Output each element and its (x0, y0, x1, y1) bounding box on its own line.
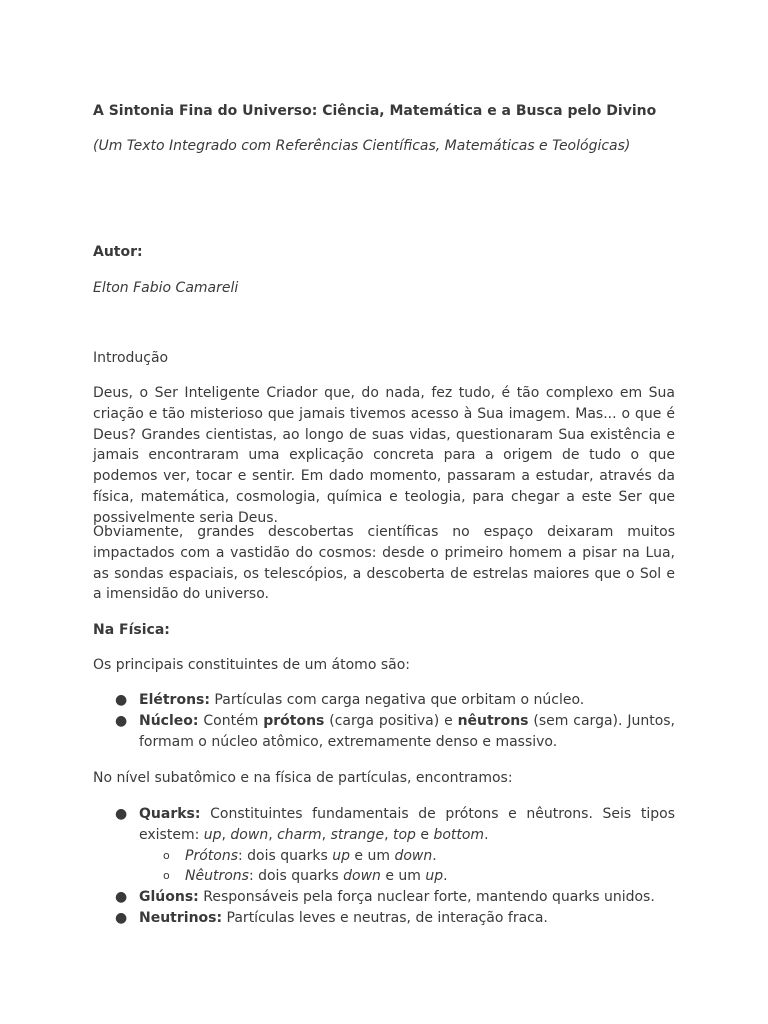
term-protons-italic: Prótons (185, 847, 238, 864)
quark-top: top (392, 826, 416, 843)
gluons-text: Responsáveis pela força nuclear forte, mantendo quarks unidos. (198, 889, 655, 906)
subatomic-lead-text: No nível subatômico e na física de partículas, encontramos: (93, 770, 513, 786)
term-quarks: Quarks: (139, 806, 201, 822)
neutrons-composition: e um (380, 868, 426, 885)
quark-bottom: bottom (433, 826, 485, 843)
intro-paragraph-1: Deus, o Ser Inteligente Criador que, do nada, fez tudo, é tão complexo em Sua criação e tão misterioso que jamais tivemos acesso à Sua imagem. Mas... o que é Deus? Grandes cientistas, ao longo de suas vidas, questionaram Sua existência e jamais encontraram uma explicação concreta para a origem de tudo o que podemos ver, tocar e sentir. Em dado momento, passaram a estudar, através da física, matemática, cosmologia, química e teologia, para chegar a este Ser que possivelmente seria Deus. (93, 385, 675, 526)
list-item: o Nêutrons: dois quarks down e um up. (139, 866, 675, 887)
document-title: A Sintonia Fina do Universo: Ciência, Matemática e a Busca pelo Divino (93, 103, 657, 119)
circle-bullet-icon: o (163, 848, 170, 862)
author-name: Elton Fabio Camareli (93, 280, 239, 296)
atom-lead-text: Os principais constituintes de um átomo são: (93, 657, 410, 673)
list-item (93, 908, 675, 929)
term-nucleus: Núcleo: (139, 712, 199, 729)
term-neutrinos: Neutrinos: (139, 909, 223, 926)
list-item (93, 690, 675, 711)
subatomic-list (93, 804, 675, 929)
term-neutrons: nêutrons (457, 712, 529, 729)
protons-composition: : dois quarks (238, 847, 333, 864)
term-neutrons-italic: Nêutrons (185, 868, 249, 885)
bullet-icon: ● (115, 806, 128, 822)
intro-paragraph-2: Obviamente, grandes descobertas científicas no espaço deixaram muitos impactados com a vastidão do cosmos: desde o primeiro homem a pisar na Lua, as sondas espaciais, os telescópios, a descoberta de estrelas maiores que o Sol e a imensidão do universo. (93, 524, 675, 603)
physics-heading: Na Física: (93, 622, 170, 638)
quarks-text: Constituintes fundamentais de prótons e nêutrons. Seis tipos existem: (139, 806, 675, 843)
nucleus-text: (carga positiva) e (324, 712, 458, 729)
nucleus-text: (sem carga). Juntos, formam o núcleo atômico, extremamente denso e massivo. (139, 712, 675, 750)
atom-constituents-list (93, 690, 675, 752)
document-subtitle: (Um Texto Integrado com Referências Científicas, Matemáticas e Teológicas) (93, 138, 631, 154)
quark-up: up (332, 847, 350, 864)
quark-up: up (203, 826, 222, 843)
quark-charm: charm (277, 826, 322, 843)
quark-down: down (394, 847, 433, 864)
bullet-icon: ● (115, 712, 128, 729)
circle-bullet-icon: o (163, 869, 170, 883)
quark-down: down (230, 826, 269, 843)
list-item (93, 711, 675, 753)
bullet-icon: ● (115, 909, 128, 926)
neutrinos-text: Partículas leves e neutras, de interação fraca. (222, 909, 548, 926)
term-protons: prótons (263, 712, 325, 729)
author-label: Autor: (93, 244, 143, 260)
neutrons-composition: : dois quarks (248, 868, 344, 885)
intro-heading: Introdução (93, 350, 169, 366)
bullet-icon: ● (115, 692, 128, 708)
quark-and: e (415, 826, 434, 843)
bullet-icon: ● (115, 889, 128, 906)
quark-strange: strange (330, 826, 385, 843)
nucleus-text: Contém (198, 712, 264, 729)
quark-down: down (343, 868, 381, 885)
term-gluons: Glúons: (139, 889, 199, 906)
quark-composition-list (139, 846, 675, 888)
quark-up: up (425, 868, 444, 885)
electrons-text: Partículas com carga negativa que orbitam o núcleo. (209, 692, 585, 708)
list-item: ● Quarks: Constituintes fundamentais de prótons e nêutrons. Seis tipos existem: up, down, charm, strange, top e bottom. o Prótons: dois quarks up e um down. o Nêutrons: dois quarks down e um up. (93, 804, 675, 887)
list-item (93, 887, 675, 908)
term-electrons: Elétrons: (139, 692, 210, 708)
protons-composition: e um (349, 847, 395, 864)
list-item: o Prótons: dois quarks up e um down. (139, 846, 675, 867)
